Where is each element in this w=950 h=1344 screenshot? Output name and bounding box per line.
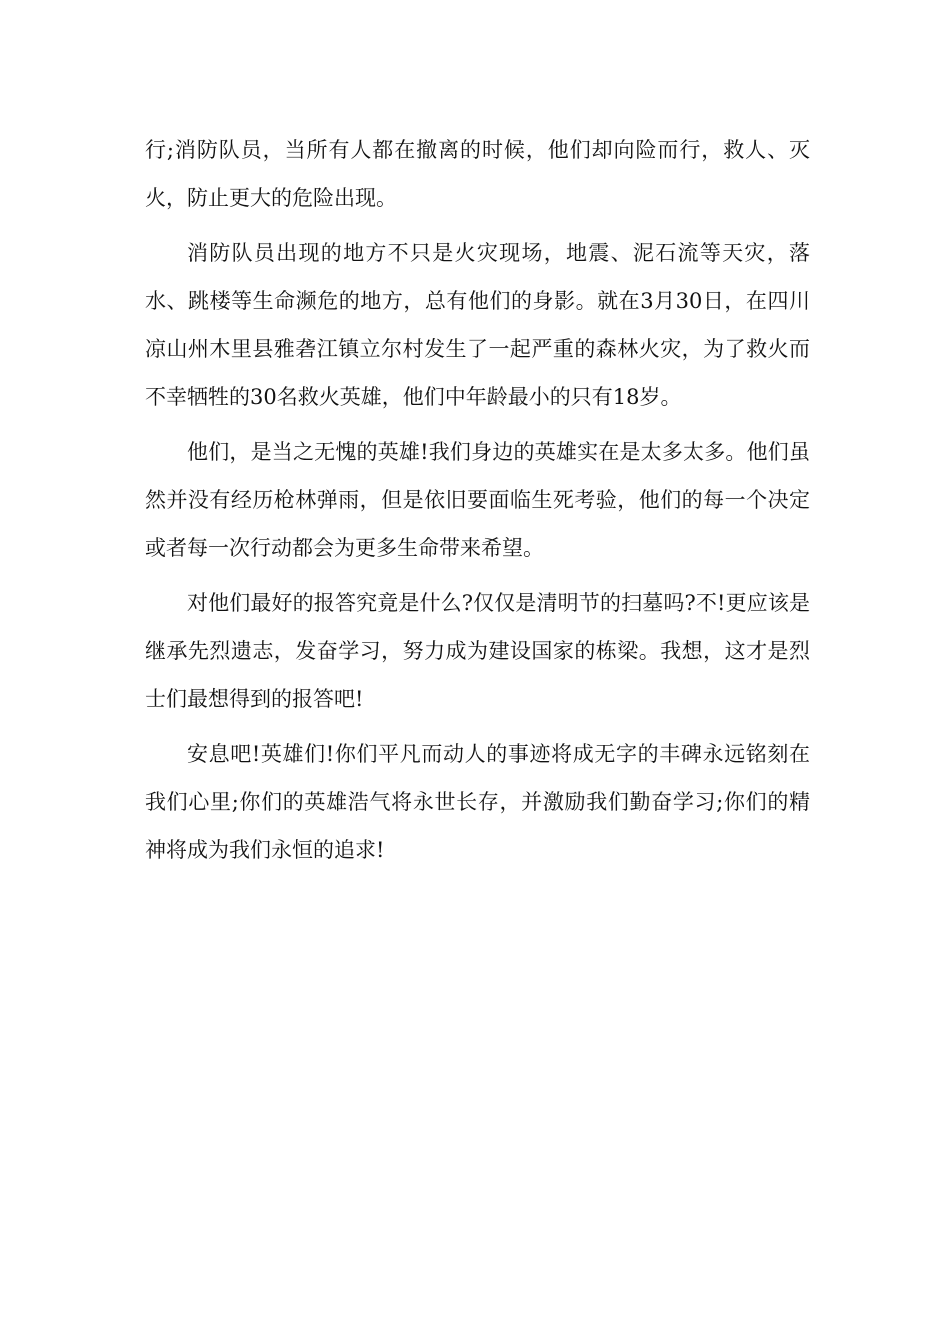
paragraph: 对他们最好的报答究竟是什么?仅仅是清明节的扫墓吗?不!更应该是继承先烈遗志，发奋学习，努力成为建设国家的栋梁。我想，这才是烈士们最想得到的报答吧! [145, 591, 810, 711]
paragraph: 他们，是当之无愧的英雄!我们身边的英雄实在是太多太多。他们虽然并没有经历枪林弹雨，但是依旧要面临生死考验，他们的每一个决定或者每一次行动都会为更多生命带来希望。 [145, 440, 810, 560]
document-body [145, 126, 810, 881]
paragraph: 消防队员出现的地方不只是火灾现场，地震、泥石流等天灾，落水、跳楼等生命濒危的地方，总有他们的身影。就在3月30日，在四川凉山州木里县雅砻江镇立尔村发生了一起严重的森林火灾，为了救火而不幸牺牲的30名救火英雄，他们中年龄最小的只有18岁。 [145, 241, 810, 409]
paragraph-continuation: 行;消防队员，当所有人都在撤离的时候，他们却向险而行，救人、灭火，防止更大的危险出现。 [145, 138, 810, 210]
paragraph: 安息吧!英雄们!你们平凡而动人的事迹将成无字的丰碑永远铭刻在我们心里;你们的英雄浩气将永世长存，并激励我们勤奋学习;你们的精神将成为我们永恒的追求! [145, 742, 810, 862]
